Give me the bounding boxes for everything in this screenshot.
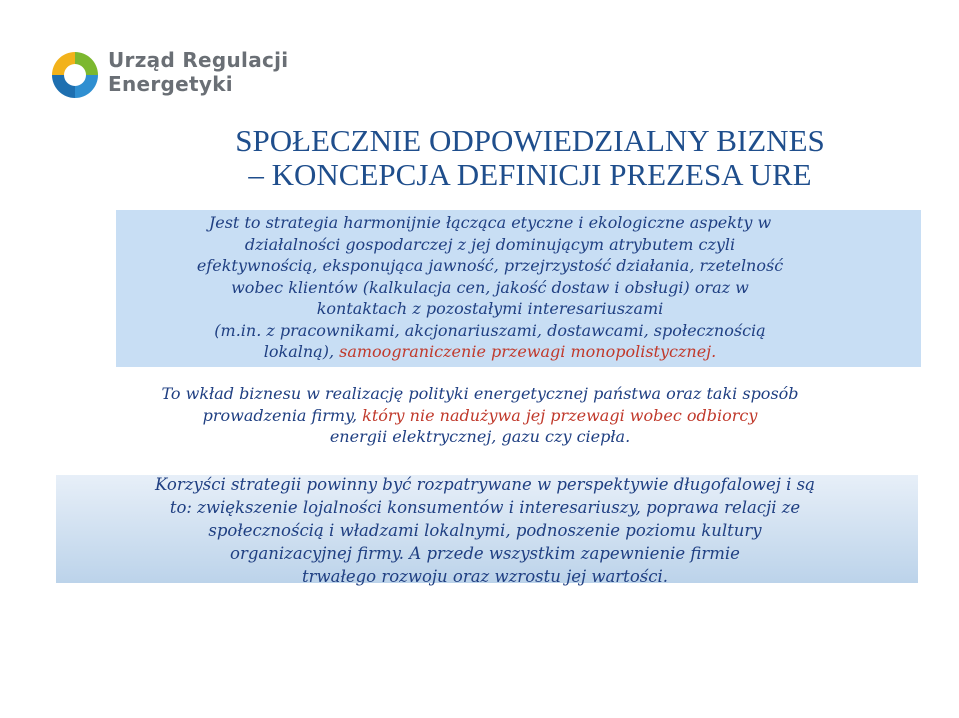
definition-line: działalności gospodarczej z jej dominującym atrybutem czyli: [244, 234, 736, 254]
logo-wordmark: [108, 48, 288, 96]
benefits-line: trwałego rozwoju oraz wzrostu jej wartości.: [302, 567, 668, 586]
benefits-line: to: zwiększenie lojalności konsumentów i interesariuszy, poprawa relacji ze: [169, 498, 801, 517]
definition-last-prefix: lokalną),: [263, 342, 340, 361]
title-line-2: – KONCEPCJA DEFINICJI PREZESA URE: [248, 157, 812, 192]
benefits-line: organizacyjnej firmy. A przede wszystkim zapewnienie firmie: [230, 544, 740, 563]
definition-line: efektywnością, eksponująca jawność, przejrzystość działania, rzetelność: [196, 256, 784, 275]
definition-line: kontaktach z pozostałymi interesariuszami: [316, 299, 664, 318]
title-line-1: SPOŁECZNIE ODPOWIEDZIALNY BIZNES: [235, 123, 825, 158]
definition-text: [100, 212, 880, 363]
definition-highlight: samoograniczenie przewagi monopolistycznej.: [339, 342, 717, 361]
contribution-paragraph: [60, 383, 900, 448]
definition-line: wobec klientów (kalkulacja cen, jakość dostaw i obsługi) oraz w: [231, 277, 749, 297]
contribution-highlight: który nie nadużywa jej przewagi wobec odbiorcy: [362, 405, 758, 425]
contribution-line-2-prefix: prowadzenia firmy,: [202, 405, 363, 425]
definition-line: Jest to strategia harmonijnie łącząca etyczne i ekologiczne aspekty w: [208, 213, 772, 232]
benefits-line: społecznością i władzami lokalnymi, podnoszenie poziomu kultury: [208, 521, 762, 540]
definition-line: (m.in. z pracownikami, akcjonariuszami, dostawcami, społecznością: [214, 320, 766, 340]
logo-line-2: Energetyki: [108, 72, 233, 96]
contribution-line-3: energii elektrycznej, gazu czy ciepła.: [329, 427, 631, 446]
definition-line-last: [100, 341, 880, 363]
ure-logo: [48, 48, 308, 108]
benefits-line: Korzyści strategii powinny być rozpatrywane w perspektywie długofalowej i są: [155, 475, 815, 494]
logo-line-1: Urząd Regulacji: [108, 48, 289, 72]
ure-logo-icon: [48, 48, 102, 102]
page-title: [180, 124, 880, 192]
benefits-text: [40, 473, 930, 588]
contribution-line-1: To wkład biznesu w realizację polityki energetycznej państwa oraz taki sposób: [161, 384, 799, 403]
contribution-line-2: [60, 405, 900, 427]
